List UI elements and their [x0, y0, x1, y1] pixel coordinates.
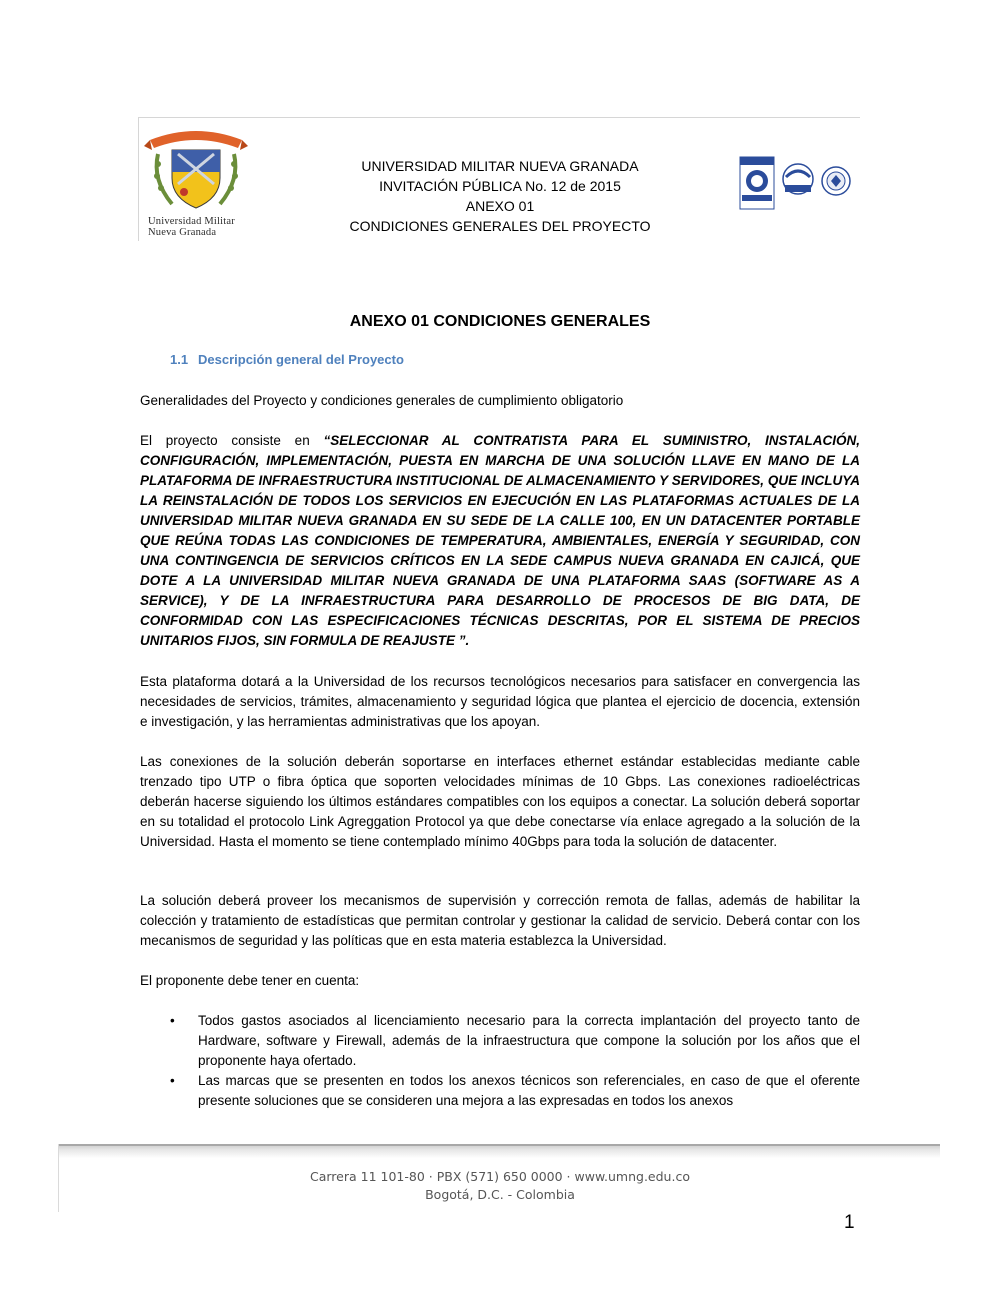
list-item: • Las marcas que se presenten en todos los anexos técnicos son referenciales, en caso de que el oferente presente soluciones que se consideren una mejora a las expresadas en todos los anexos — [170, 1073, 860, 1108]
university-crest-icon — [144, 120, 248, 216]
seal-icon — [822, 167, 850, 195]
project-lead: El proyecto consiste en — [140, 433, 324, 448]
section-number: 1.1 — [170, 352, 189, 367]
footer-address-line2: Bogotá, D.C. - Colombia — [425, 1187, 575, 1202]
footer-border-top — [58, 1144, 940, 1146]
main-title: ANEXO 01 CONDICIONES GENERALES — [349, 313, 651, 330]
platform-paragraph: Esta plataforma dotará a la Universidad de los recursos tecnológicos necesarios para satisfacer en convergencia las necesidades de servicios, trámites, almacenamiento y seguridad lógica que plantea el ejercicio de docencia, extensión e investigación, y las herramientas administrativas que los apoyan. — [140, 674, 860, 729]
footer-address — [0, 1168, 1000, 1204]
list-item: • Todos gastos asociados al licenciamiento necesario para la correcta implantación del proyecto tanto de Hardware, software y Firewall, además de la infraestructura que compone la solución por los años que el proponente haya ofertado. — [170, 1013, 860, 1068]
document-header-title — [300, 156, 700, 236]
university-logo — [144, 120, 248, 242]
footer-shadow — [58, 1144, 940, 1158]
bullet-list — [140, 1011, 860, 1111]
section-heading — [170, 352, 404, 367]
proponent-intro: El proponente debe tener en cuenta: — [140, 973, 360, 988]
bullet-icon: • — [170, 1013, 175, 1028]
header-border-left — [138, 117, 139, 241]
section-title: Descripción general del Proyecto — [198, 352, 404, 367]
header-line-invitation: INVITACIÓN PÚBLICA No. 12 de 2015 — [379, 178, 621, 194]
header-border-top — [138, 117, 860, 118]
header-line-annex: ANEXO 01 — [465, 198, 535, 214]
intro-paragraph: Generalidades del Proyecto y condiciones generales de cumplimiento obligatorio — [140, 393, 624, 408]
bullet-icon: • — [170, 1073, 175, 1088]
project-paragraph — [140, 431, 860, 651]
page-number: 1 — [844, 1212, 855, 1233]
header-line-university: UNIVERSIDAD MILITAR NUEVA GRANADA — [361, 158, 639, 174]
footer-address-line1: Carrera 11 101-80 · PBX (571) 650 0000 · www.umng.edu.co — [310, 1169, 690, 1184]
icontec-iso9001-icon — [740, 157, 774, 209]
header-line-conditions: CONDICIONES GENERALES DEL PROYECTO — [349, 218, 651, 234]
iqnet-icon — [783, 164, 813, 194]
supervision-paragraph: La solución deberá proveer los mecanismos de supervisión y corrección remota de fallas, además de habilitar la colección y tratamiento de estadísticas que permitan controlar y gestionar la calidad de servicio. Deberá contar con los mecanismos de seguridad y las políticas que en esta materia establezca la Universidad. — [140, 893, 860, 948]
university-name: Universidad Militar Nueva Granada — [148, 216, 235, 238]
connections-paragraph: Las conexiones de la solución deberán soportarse en interfaces ethernet estándar establecidas mediante cable trenzado tipo UTP o fibra óptica que soporten velocidades mínimas de 10 Gbps. Las conexiones radioeléctricas deberán hacerse siguiendo los últimos estándares compatibles con los equipos a conectar. La solución deberá soportar en su totalidad el protocolo Link Agreggation Protocol ya que debe conectarse vía enlace agregado a la solución de la Universidad. Hasta el momento se tiene contemplado mínimo 40Gbps para toda la solución de datacenter. — [140, 754, 860, 849]
certification-logos — [738, 153, 856, 213]
project-quote: “SELECCIONAR AL CONTRATISTA PARA EL SUMINISTRO, INSTALACIÓN, CONFIGURACIÓN, IMPLEMENTACIÓN, PUESTA EN MARCHA DE UNA SOLUCIÓN LLAVE EN MANO DE LA PLATAFORMA DE INFRAESTRUCTURA INSTITUCIONAL DE ALMACENAMIENTO Y SERVIDORES, QUE INCLUYA LA REINSTALACIÓN DE TODOS LOS SERVICIOS EN EJECUCIÓN EN LAS PLATAFORMAS ACTUALES DE LA UNIVERSIDAD MILITAR NUEVA GRANADA EN SU SEDE DE LA CALLE 100, EN UN DATACENTER PORTABLE QUE REÚNA TODAS LAS CONDICIONES DE TEMPERATURA, AMBIENTALES, ENERGÍA Y SEGURIDAD, CON UNA CONTINGENCIA DE SERVICIOS CRÍTICOS EN LA SEDE CAMPUS NUEVA GRANADA EN CAJICÁ, QUE DOTE A LA UNIVERSIDAD MILITAR NUEVA GRANADA DE UNA PLATAFORMA SAAS (SOFTWARE AS A SERVICE), Y DE LA INFRAESTRUCTURA PARA DESARROLLO DE PROCESOS DE BIG DATA, DE CONFORMIDAD CON LAS ESPECIFICACIONES TÉCNICAS DESCRITAS, POR EL SISTEMA DE PRECIOS UNITARIOS FIJOS, SIN FORMULA DE REAJUSTE ”. — [140, 433, 860, 648]
